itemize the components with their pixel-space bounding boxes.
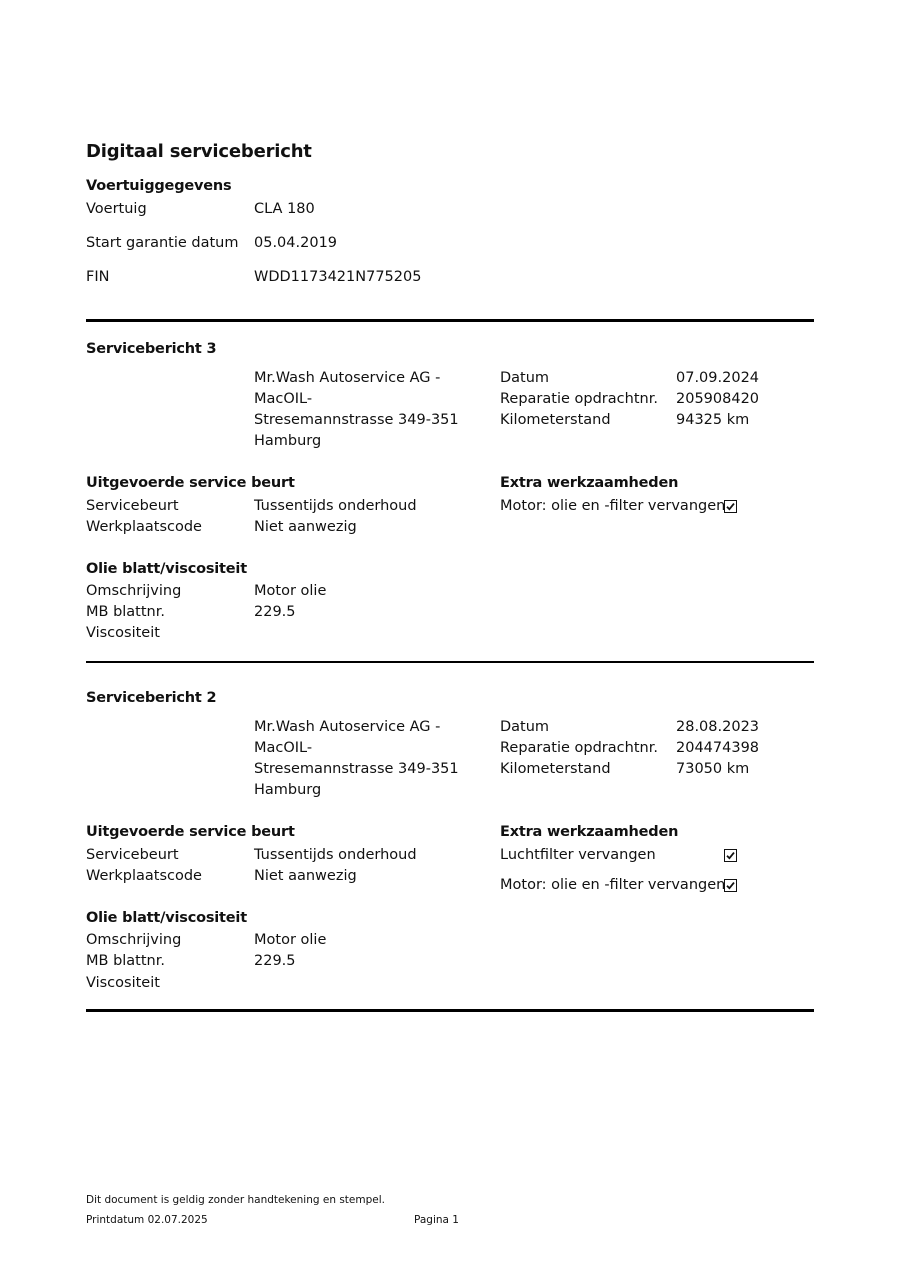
- page-number: Pagina 1: [414, 1214, 459, 1226]
- vehicle-heading: Voertuiggegevens: [86, 178, 232, 194]
- service-type-label: Servicebeurt: [86, 498, 179, 514]
- workshop-code-label: Werkplaatscode: [86, 868, 202, 884]
- warranty-value: 05.04.2019: [254, 235, 338, 251]
- workshop-address-line: Mr.Wash Autoservice AG -: [254, 370, 441, 386]
- checkbox-checked-icon: [724, 500, 737, 513]
- extra-work-item: Motor: olie en -filter vervangen: [500, 877, 726, 893]
- date-value: 28.08.2023: [676, 719, 760, 735]
- mileage-value: 94325 km: [676, 412, 750, 428]
- extra-work-heading: Extra werkzaamheden: [500, 475, 679, 491]
- checkbox-checked-icon: [724, 849, 737, 862]
- mb-sheet-label: MB blattnr.: [86, 604, 165, 620]
- mb-sheet-value: 229.5: [254, 953, 296, 969]
- fin-label: FIN: [86, 269, 110, 285]
- oil-description-value: Motor olie: [254, 583, 327, 599]
- service-type-value: Tussentijds onderhoud: [254, 847, 417, 863]
- print-date: Printdatum 02.07.2025: [86, 1214, 208, 1226]
- section-divider: [86, 661, 814, 663]
- validity-note: Dit document is geldig zonder handtekening en stempel.: [86, 1194, 385, 1206]
- date-label: Datum: [500, 370, 550, 386]
- report-heading: Servicebericht 3: [86, 341, 217, 357]
- mileage-value: 73050 km: [676, 761, 750, 777]
- oil-description-label: Omschrijving: [86, 583, 182, 599]
- workshop-address-line: MacOIL-: [254, 391, 313, 407]
- extra-work-item: Luchtfilter vervangen: [500, 847, 656, 863]
- service-heading: Uitgevoerde service beurt: [86, 824, 295, 840]
- mb-sheet-value: 229.5: [254, 604, 296, 620]
- report-heading: Servicebericht 2: [86, 690, 217, 706]
- oil-description-label: Omschrijving: [86, 932, 182, 948]
- oil-heading: Olie blatt/viscositeit: [86, 561, 247, 577]
- workshop-code-value: Niet aanwezig: [254, 519, 357, 535]
- order-number-value: 205908420: [676, 391, 760, 407]
- viscosity-label: Viscositeit: [86, 625, 160, 641]
- warranty-label: Start garantie datum: [86, 235, 239, 251]
- service-type-value: Tussentijds onderhoud: [254, 498, 417, 514]
- workshop-address-line: Stresemannstrasse 349-351: [254, 412, 459, 428]
- extra-work-heading: Extra werkzaamheden: [500, 824, 679, 840]
- service-type-label: Servicebeurt: [86, 847, 179, 863]
- service-heading: Uitgevoerde service beurt: [86, 475, 295, 491]
- workshop-address-line: Hamburg: [254, 782, 322, 798]
- section-divider: [86, 319, 814, 322]
- mileage-label: Kilometerstand: [500, 412, 611, 428]
- workshop-address-line: Stresemannstrasse 349-351: [254, 761, 459, 777]
- mileage-label: Kilometerstand: [500, 761, 611, 777]
- section-divider: [86, 1009, 814, 1012]
- oil-heading: Olie blatt/viscositeit: [86, 910, 247, 926]
- oil-description-value: Motor olie: [254, 932, 327, 948]
- vehicle-label: Voertuig: [86, 201, 147, 217]
- mb-sheet-label: MB blattnr.: [86, 953, 165, 969]
- workshop-code-label: Werkplaatscode: [86, 519, 202, 535]
- date-label: Datum: [500, 719, 550, 735]
- workshop-address-line: Hamburg: [254, 433, 322, 449]
- page-title: Digitaal servicebericht: [86, 141, 312, 162]
- fin-value: WDD1173421N775205: [254, 269, 422, 285]
- checkbox-checked-icon: [724, 879, 737, 892]
- workshop-code-value: Niet aanwezig: [254, 868, 357, 884]
- viscosity-label: Viscositeit: [86, 975, 160, 991]
- workshop-address-line: MacOIL-: [254, 740, 313, 756]
- workshop-address-line: Mr.Wash Autoservice AG -: [254, 719, 441, 735]
- extra-work-item: Motor: olie en -filter vervangen: [500, 498, 726, 514]
- order-number-value: 204474398: [676, 740, 760, 756]
- order-number-label: Reparatie opdrachtnr.: [500, 391, 658, 407]
- vehicle-value: CLA 180: [254, 201, 315, 217]
- order-number-label: Reparatie opdrachtnr.: [500, 740, 658, 756]
- date-value: 07.09.2024: [676, 370, 760, 386]
